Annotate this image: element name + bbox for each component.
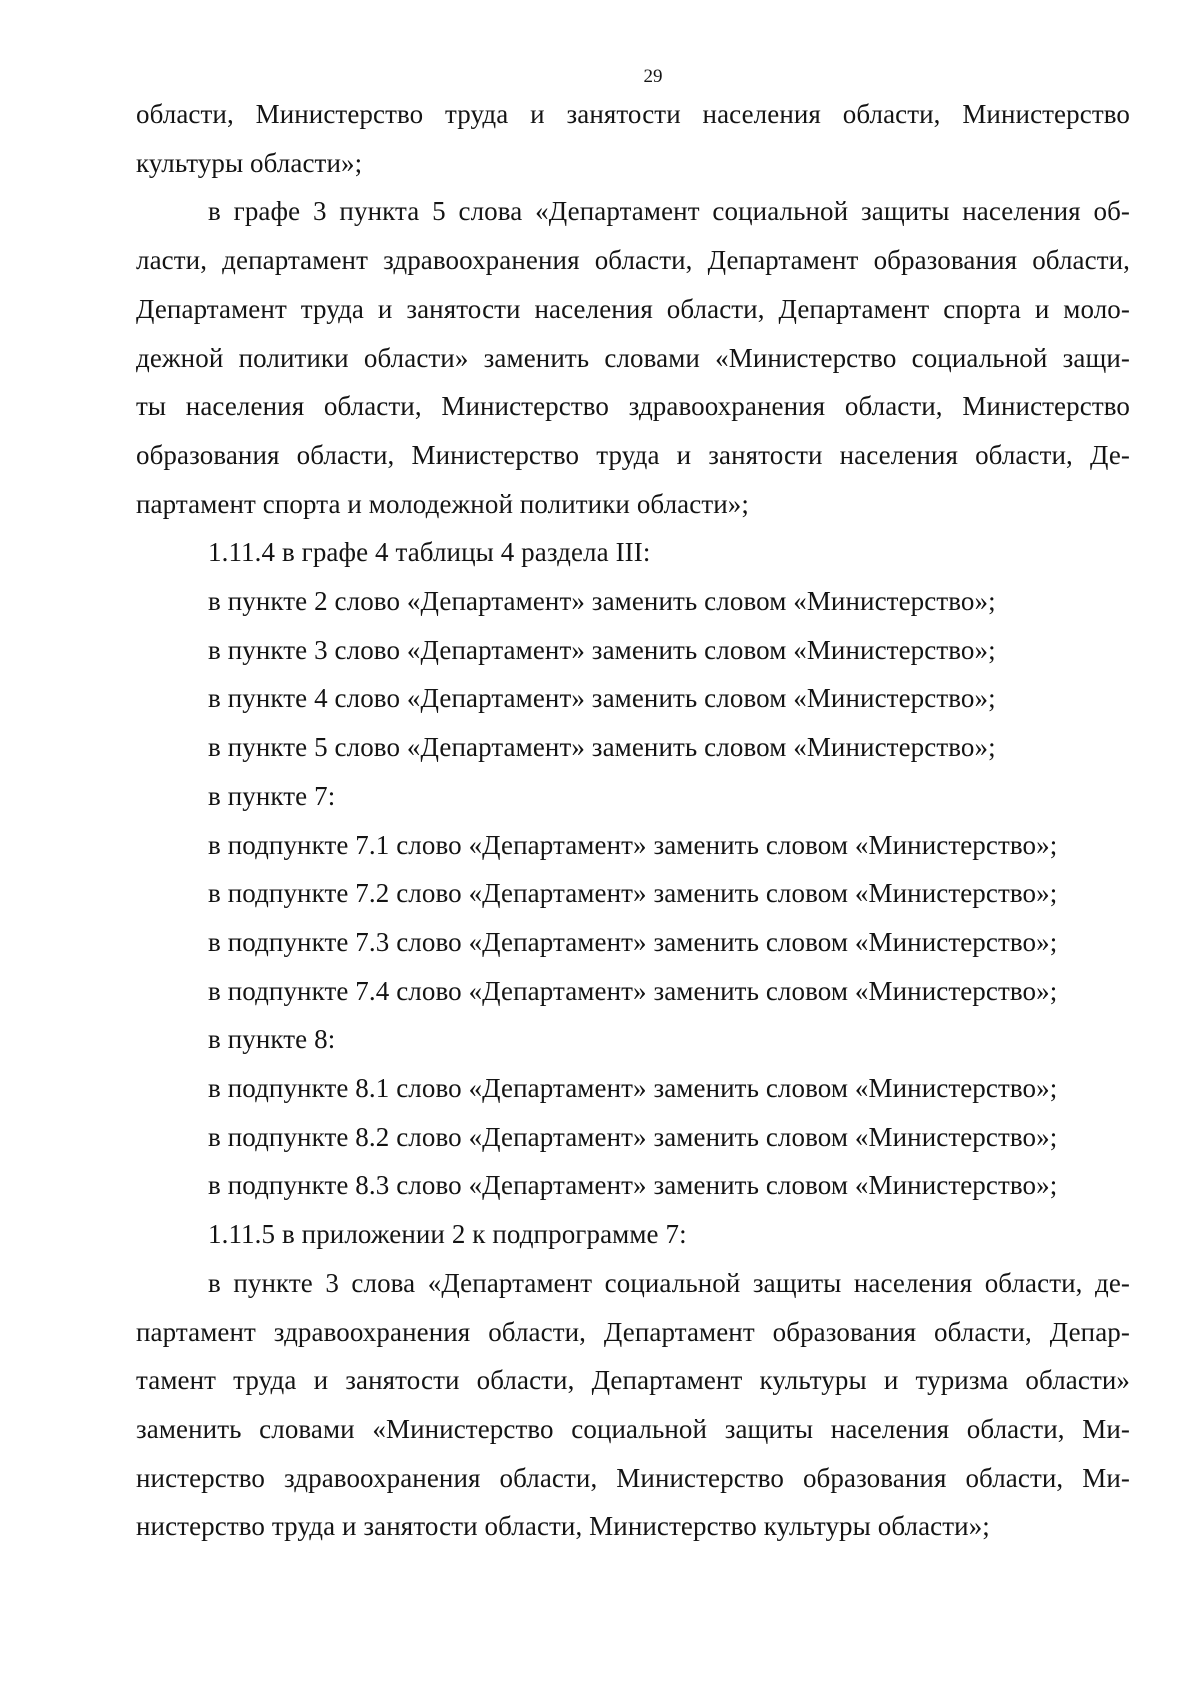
text-line: в пункте 8: — [208, 1024, 336, 1055]
text-line: в графе 3 пункта 5 слова «Департамент социальной защиты населения об- — [208, 196, 1130, 227]
text-line: в подпункте 7.2 слово «Департамент» заменить словом «Министерство»; — [208, 878, 1058, 909]
text-line: в пункте 5 слово «Департамент» заменить словом «Министерство»; — [208, 732, 996, 763]
text-line: области, Министерство труда и занятости населения области, Министерство — [136, 99, 1130, 129]
text-line: ты населения области, Министерство здравоохранения области, Министерство — [136, 391, 1130, 422]
text-line: в пункте 3 слова «Департамент социальной защиты населения области, де- — [208, 1267, 1130, 1298]
text-line: в пункте 4 слово «Департамент» заменить словом «Министерство»; — [208, 683, 996, 714]
text-line: партамент здравоохранения области, Департамент образования области, Депар- — [136, 1316, 1130, 1347]
text-line: в пункте 3 слово «Департамент» заменить словом «Министерство»; — [208, 634, 996, 665]
text-line: культуры области»; — [136, 147, 363, 178]
text-line: в пункте 2 слово «Департамент» заменить словом «Министерство»; — [208, 586, 996, 617]
text-line: нистерство здравоохранения области, Министерство образования области, Ми- — [136, 1462, 1130, 1493]
text-line: заменить словами «Министерство социальной защиты населения области, Ми- — [136, 1413, 1130, 1444]
document-body — [136, 90, 1130, 1551]
text-line: тамент труда и занятости области, Департамент культуры и туризма области» — [136, 1365, 1130, 1396]
text-line: в подпункте 7.4 слово «Департамент» заменить словом «Министерство»; — [208, 975, 1058, 1006]
text-line: в пункте 7: — [208, 780, 336, 811]
text-line: в подпункте 7.3 слово «Департамент» заменить словом «Министерство»; — [208, 926, 1058, 957]
text-line: в подпункте 8.1 слово «Департамент» заменить словом «Министерство»; — [208, 1073, 1058, 1104]
text-line: в подпункте 8.2 слово «Департамент» заменить словом «Министерство»; — [208, 1121, 1058, 1152]
text-line: нистерство труда и занятости области, Министерство культуры области»; — [136, 1511, 990, 1542]
text-line: партамент спорта и молодежной политики области»; — [136, 488, 749, 519]
text-line: дежной политики области» заменить словами «Министерство социальной защи- — [136, 342, 1130, 373]
text-line: в подпункте 8.3 слово «Департамент» заменить словом «Министерство»; — [208, 1170, 1058, 1201]
text-line: в подпункте 7.1 слово «Департамент» заменить словом «Министерство»; — [208, 829, 1058, 860]
text-line: 1.11.4 в графе 4 таблицы 4 раздела III: — [208, 537, 651, 568]
text-line: Департамент труда и занятости населения области, Департамент спорта и моло- — [136, 293, 1130, 324]
page-number: 29 — [643, 66, 663, 87]
text-line: образования области, Министерство труда и занятости населения области, Де- — [136, 439, 1130, 470]
text-line: 1.11.5 в приложении 2 к подпрограмме 7: — [208, 1219, 687, 1250]
text-line: ласти, департамент здравоохранения области, Департамент образования области, — [136, 245, 1130, 276]
